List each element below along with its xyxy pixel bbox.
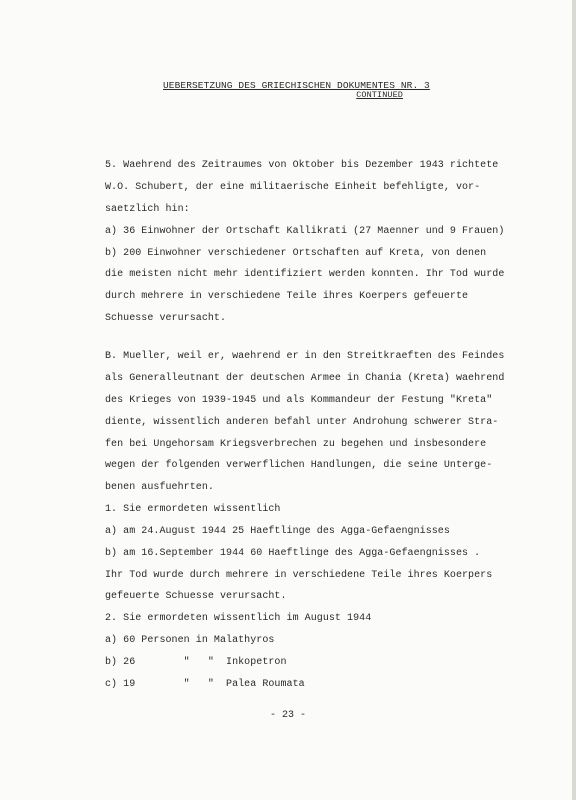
text-line: c) 19 " " Palea Roumata [105,679,305,690]
text-line: b) 200 Einwohner verschiedener Ortschaften auf Kreta, von denen [105,248,487,259]
document-header [163,80,430,100]
text-line: a) 36 Einwohner der Ortschaft Kallikrati (27 Maenner und 9 Frauen) [105,226,505,237]
text-line: b) am 16.September 1944 60 Haeftlinge des Agga-Gefaengnisses . [105,548,481,559]
text-line: 5. Waehrend des Zeitraumes von Oktober bis Dezember 1943 richtete [105,160,499,171]
text-line: durch mehrere in verschiedene Teile ihres Koerpers gefeuerte [105,291,469,302]
text-line: des Krieges von 1939-1945 und als Kommandeur der Festung "Kreta" [105,395,493,406]
text-line: 2. Sie ermordeten wissentlich im August 1944 [105,613,372,624]
header-title: UEBERSETZUNG DES GRIECHISCHEN DOKUMENTES NR. 3 [163,80,430,91]
text-line: gefeuerte Schuesse verursacht. [105,591,287,602]
text-line: benen ausfuehrten. [105,482,214,493]
text-line: wegen der folgenden verwerflichen Handlungen, die seine Unterge- [105,460,493,471]
page-edge-shadow [572,0,576,800]
text-line: W.O. Schubert, der eine militaerische Einheit befehligte, vor- [105,182,481,193]
text-line: b) 26 " " Inkopetron [105,657,287,668]
text-line: die meisten nicht mehr identifiziert werden konnten. Ihr Tod wurde [105,269,505,280]
text-line: Schuesse verursacht. [105,313,227,324]
text-line: 1. Sie ermordeten wissentlich [105,504,281,515]
text-line: a) 60 Personen in Malathyros [105,635,275,646]
text-line: diente, wissentlich anderen befahl unter Androhung schwerer Stra- [105,417,499,428]
header-continued: CONTINUED [356,90,403,100]
text-line: B. Mueller, weil er, waehrend er in den Streitkraeften des Feindes [105,351,505,362]
text-line: fen bei Ungehorsam Kriegsverbrechen zu begehen und insbesondere [105,439,487,450]
text-line: saetzlich hin: [105,204,190,215]
text-line: a) am 24.August 1944 25 Haeftlinge des Agga-Gefaengnisses [105,526,450,537]
page-number: - 23 - [269,710,306,721]
text-line: als Generalleutnant der deutschen Armee in Chania (Kreta) waehrend [105,373,505,384]
text-line: Ihr Tod wurde durch mehrere in verschiedene Teile ihres Koerpers [105,570,493,581]
